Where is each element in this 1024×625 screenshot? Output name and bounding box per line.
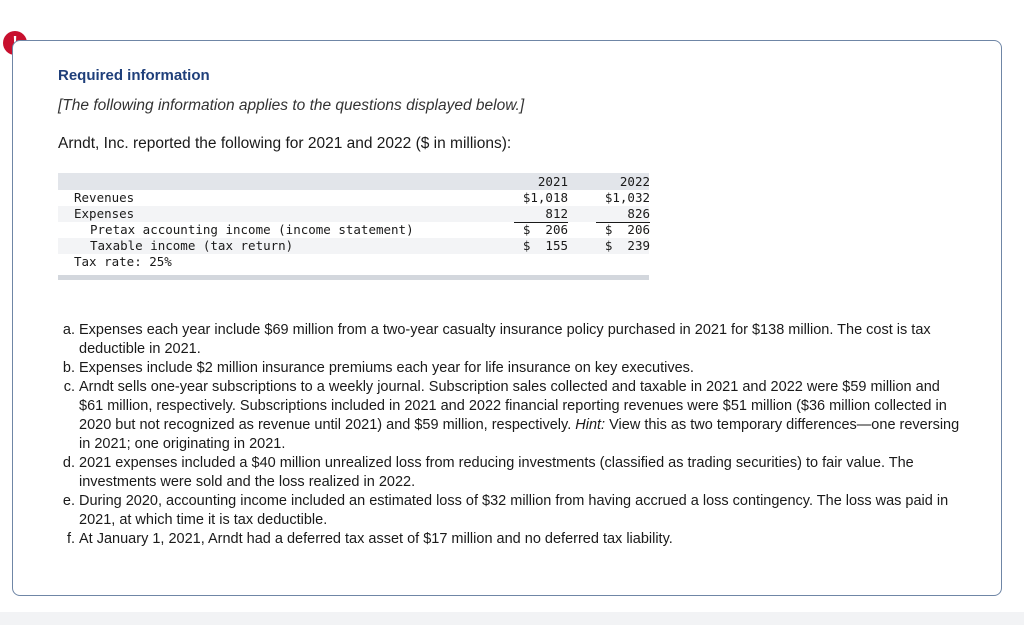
row-label-taxable-income: Taxable income (tax return) [90,238,294,253]
row-label-revenues: Revenues [74,190,135,205]
card-heading: Required information [58,67,210,84]
note-text-container [79,379,959,452]
note-letter: d. [62,455,75,471]
note-letter: c. [63,379,75,395]
note-letter: e. [62,493,75,509]
pretax-income-2022: $ 206 [604,222,650,237]
row-label-expenses: Expenses [74,206,135,221]
note-hint-text: View this as two temporary differences—one reversing in 2021; one originating in 2021. [79,417,960,452]
note-letter: b. [62,360,75,376]
list-item [55,454,965,492]
notes-list [55,321,965,549]
row-label-tax-rate: Tax rate: 25% [74,254,172,269]
expenses-2021: 812 [545,206,568,221]
taxable-income-2022: $ 239 [604,238,650,253]
financial-table [58,173,649,281]
note-text: Expenses include $2 million insurance premiums each year for life insurance on key executives. [79,360,694,376]
column-header-2021: 2021 [537,174,568,189]
list-item [55,492,965,530]
revenues-2021: $1,018 [522,190,568,205]
note-letter: f. [66,531,75,547]
note-text: Arndt sells one-year subscriptions to a weekly journal. Subscription sales collected and taxable in 2021 and 2022 were $59 million and $61 million, respectively. Subscriptions included in 2021 and 2022 financial reporting revenues were $51 million ($36 million collected in 2020 but not recognized as revenue until 2021) and $59 million, respectively. [79,379,947,433]
intro-note: [The following information applies to the questions displayed below.] [58,97,525,114]
column-header-2022: 2022 [619,174,650,189]
expenses-2022: 826 [627,206,650,221]
required-information-card [12,40,1002,596]
note-text: At January 1, 2021, Arndt had a deferred tax asset of $17 million and no deferred tax liability. [79,531,673,547]
note-hint-label: Hint: [575,417,606,433]
list-item [55,378,965,454]
pretax-income-2021: $ 206 [522,222,568,237]
list-item [55,530,965,549]
revenues-2022: $1,032 [604,190,650,205]
note-text: 2021 expenses included a $40 million unrealized loss from reducing investments (classified as trading securities) to fair value. The investments were sold and the loss realized in 2022. [79,455,914,490]
table-bottom-band [58,275,649,280]
taxable-income-2021: $ 155 [522,238,568,253]
note-letter: a. [62,322,75,338]
list-item [55,359,965,378]
row-label-pretax-income: Pretax accounting income (income statement) [90,222,414,237]
note-text: During 2020, accounting income included an estimated loss of $32 million from having accrued a loss contingency. The loss was paid in 2021, at which time it is tax deductible. [79,493,949,528]
page-bottom-strip [0,612,1024,625]
note-text: Expenses each year include $69 million from a two-year casualty insurance policy purchased in 2021 for $138 million. The cost is tax deductible in 2021. [79,322,931,357]
list-item [55,321,965,359]
lead-sentence: Arndt, Inc. reported the following for 2021 and 2022 ($ in millions): [58,135,512,152]
